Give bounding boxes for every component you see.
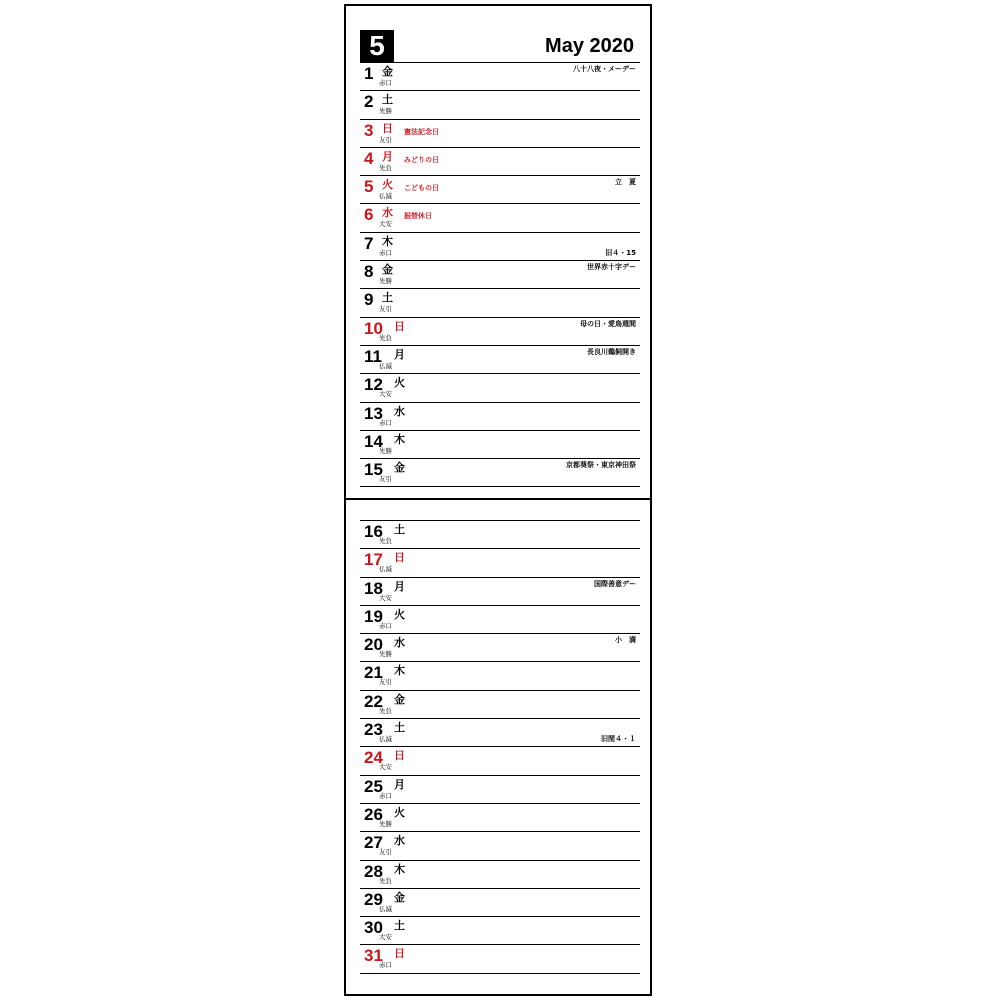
day-row (360, 120, 640, 148)
weekday-label: 日 (394, 749, 405, 763)
day-row (360, 374, 640, 402)
day-number: 17 (364, 550, 383, 570)
day-number: 28 (364, 861, 383, 881)
day-note: 京都葵祭・東京神田祭 (566, 461, 636, 470)
day-row (360, 403, 640, 431)
day-number: 26 (364, 804, 383, 824)
day-note: 旧閏４・１ (601, 735, 636, 744)
weekday-label: 月 (394, 347, 405, 361)
day-number: 14 (364, 431, 383, 451)
weekday-label: 水 (382, 206, 393, 220)
rokuyo-label: 先負 (379, 876, 392, 885)
day-row (360, 261, 640, 289)
day-row (360, 776, 640, 804)
day-number: 23 (364, 720, 383, 740)
holiday-name: みどりの日 (404, 155, 439, 164)
day-number: 25 (364, 776, 383, 796)
weekday-label: 金 (394, 461, 405, 475)
day-number: 29 (364, 889, 383, 909)
rokuyo-label: 大安 (379, 593, 392, 602)
rokuyo-label: 赤口 (379, 621, 392, 630)
day-number: 13 (364, 403, 383, 423)
day-number: 6 (364, 205, 374, 225)
weekday-label: 金 (394, 692, 405, 706)
weekday-label: 水 (394, 834, 405, 848)
month-number-box: 5 (360, 30, 394, 62)
day-list-top (360, 63, 640, 487)
weekday-label: 日 (382, 121, 393, 135)
day-row (360, 861, 640, 889)
rokuyo-label: 友引 (379, 678, 392, 687)
day-number: 20 (364, 635, 383, 655)
rokuyo-label: 先負 (379, 333, 392, 342)
weekday-label: 金 (382, 263, 393, 277)
day-row (360, 634, 640, 662)
calendar-page-bottom (344, 498, 652, 996)
rokuyo-label: 大安 (379, 933, 392, 942)
day-row (360, 889, 640, 917)
weekday-label: 木 (394, 432, 405, 446)
day-note: 小 満 (615, 636, 636, 645)
calendar-header (360, 30, 640, 63)
day-row (360, 804, 640, 832)
rokuyo-label: 先勝 (379, 650, 392, 659)
weekday-label: 木 (394, 862, 405, 876)
weekday-label: 月 (394, 579, 405, 593)
rokuyo-label: 仏滅 (379, 735, 392, 744)
rokuyo-label: 友引 (379, 475, 392, 484)
day-number: 1 (364, 64, 374, 83)
weekday-label: 火 (394, 376, 405, 390)
day-note: 立 夏 (615, 178, 636, 187)
rokuyo-label: 大安 (379, 763, 392, 772)
day-row (360, 747, 640, 775)
month-title: May 2020 (545, 35, 634, 57)
weekday-label: 水 (394, 404, 405, 418)
day-number: 16 (364, 522, 383, 541)
rokuyo-label: 仏滅 (379, 565, 392, 574)
day-row (360, 63, 640, 91)
day-number: 27 (364, 833, 383, 853)
day-number: 31 (364, 946, 383, 966)
day-number: 9 (364, 290, 374, 310)
day-number: 18 (364, 578, 383, 598)
day-row (360, 521, 640, 549)
rokuyo-label: 先勝 (379, 277, 392, 286)
day-row (360, 318, 640, 346)
day-note: 旧４・15 (605, 248, 636, 257)
weekday-label: 土 (382, 93, 393, 107)
day-row (360, 662, 640, 690)
day-row (360, 431, 640, 459)
weekday-label: 木 (382, 234, 393, 248)
weekday-label: 土 (382, 291, 393, 305)
day-row (360, 233, 640, 261)
rokuyo-label: 先勝 (379, 107, 392, 116)
day-number: 12 (364, 375, 383, 395)
holiday-name: こどもの日 (404, 184, 439, 193)
rokuyo-label: 先勝 (379, 446, 392, 455)
rokuyo-label: 仏滅 (379, 904, 392, 913)
rokuyo-label: 赤口 (379, 248, 392, 257)
day-number: 4 (364, 148, 374, 168)
day-number: 21 (364, 663, 383, 683)
day-number: 2 (364, 92, 374, 112)
weekday-label: 火 (382, 178, 393, 192)
calendar-page-top (344, 4, 652, 500)
rokuyo-label: 先負 (379, 537, 392, 545)
day-row (360, 606, 640, 634)
weekday-label: 土 (394, 523, 405, 536)
day-number: 24 (364, 748, 383, 768)
day-row (360, 204, 640, 232)
rokuyo-label: 先勝 (379, 819, 392, 828)
day-number: 10 (364, 318, 383, 338)
day-number: 5 (364, 177, 374, 197)
day-row (360, 549, 640, 577)
weekday-label: 木 (394, 664, 405, 678)
weekday-label: 月 (394, 777, 405, 791)
weekday-label: 月 (382, 149, 393, 163)
rokuyo-label: 赤口 (379, 79, 392, 87)
day-row (360, 346, 640, 374)
day-number: 7 (364, 233, 374, 253)
day-note: 長良川鵜飼開き (587, 347, 636, 356)
weekday-label: 火 (394, 805, 405, 819)
weekday-label: 土 (394, 919, 405, 933)
weekday-label: 日 (394, 947, 405, 961)
day-row (360, 148, 640, 176)
rokuyo-label: 赤口 (379, 418, 392, 427)
day-list-bottom (360, 520, 640, 974)
weekday-label: 金 (382, 65, 393, 78)
holiday-name: 憲法記念日 (404, 127, 439, 136)
rokuyo-label: 先負 (379, 706, 392, 715)
day-row (360, 719, 640, 747)
day-note: 八十八夜・メーデー (573, 65, 636, 73)
day-row (360, 917, 640, 945)
day-row (360, 691, 640, 719)
day-row (360, 832, 640, 860)
rokuyo-label: 友引 (379, 305, 392, 314)
rokuyo-label: 大安 (379, 220, 392, 229)
rokuyo-label: 仏滅 (379, 192, 392, 201)
weekday-label: 土 (394, 721, 405, 735)
day-number: 3 (364, 120, 374, 140)
day-row (360, 459, 640, 487)
rokuyo-label: 友引 (379, 135, 392, 144)
day-number: 11 (364, 346, 382, 366)
weekday-label: 火 (394, 607, 405, 621)
weekday-label: 水 (394, 636, 405, 650)
rokuyo-label: 仏滅 (379, 361, 392, 370)
weekday-label: 日 (394, 551, 405, 565)
day-number: 19 (364, 606, 383, 626)
day-note: 母の日・愛鳥週間 (580, 319, 636, 328)
day-row (360, 945, 640, 973)
weekday-label: 金 (394, 890, 405, 904)
holiday-name: 振替休日 (404, 212, 432, 221)
rokuyo-label: 先負 (379, 163, 392, 172)
day-row (360, 176, 640, 204)
day-note: 国際善意デー (594, 579, 636, 588)
day-number: 15 (364, 460, 383, 480)
day-row (360, 578, 640, 606)
day-number: 22 (364, 691, 383, 711)
rokuyo-label: 友引 (379, 848, 392, 857)
weekday-label: 日 (394, 319, 405, 333)
rokuyo-label: 赤口 (379, 961, 392, 970)
day-number: 30 (364, 918, 383, 938)
rokuyo-label: 赤口 (379, 791, 392, 800)
day-note: 世界赤十字デー (587, 263, 636, 272)
day-row (360, 289, 640, 317)
day-number: 8 (364, 262, 374, 282)
rokuyo-label: 大安 (379, 390, 392, 399)
day-row (360, 91, 640, 119)
